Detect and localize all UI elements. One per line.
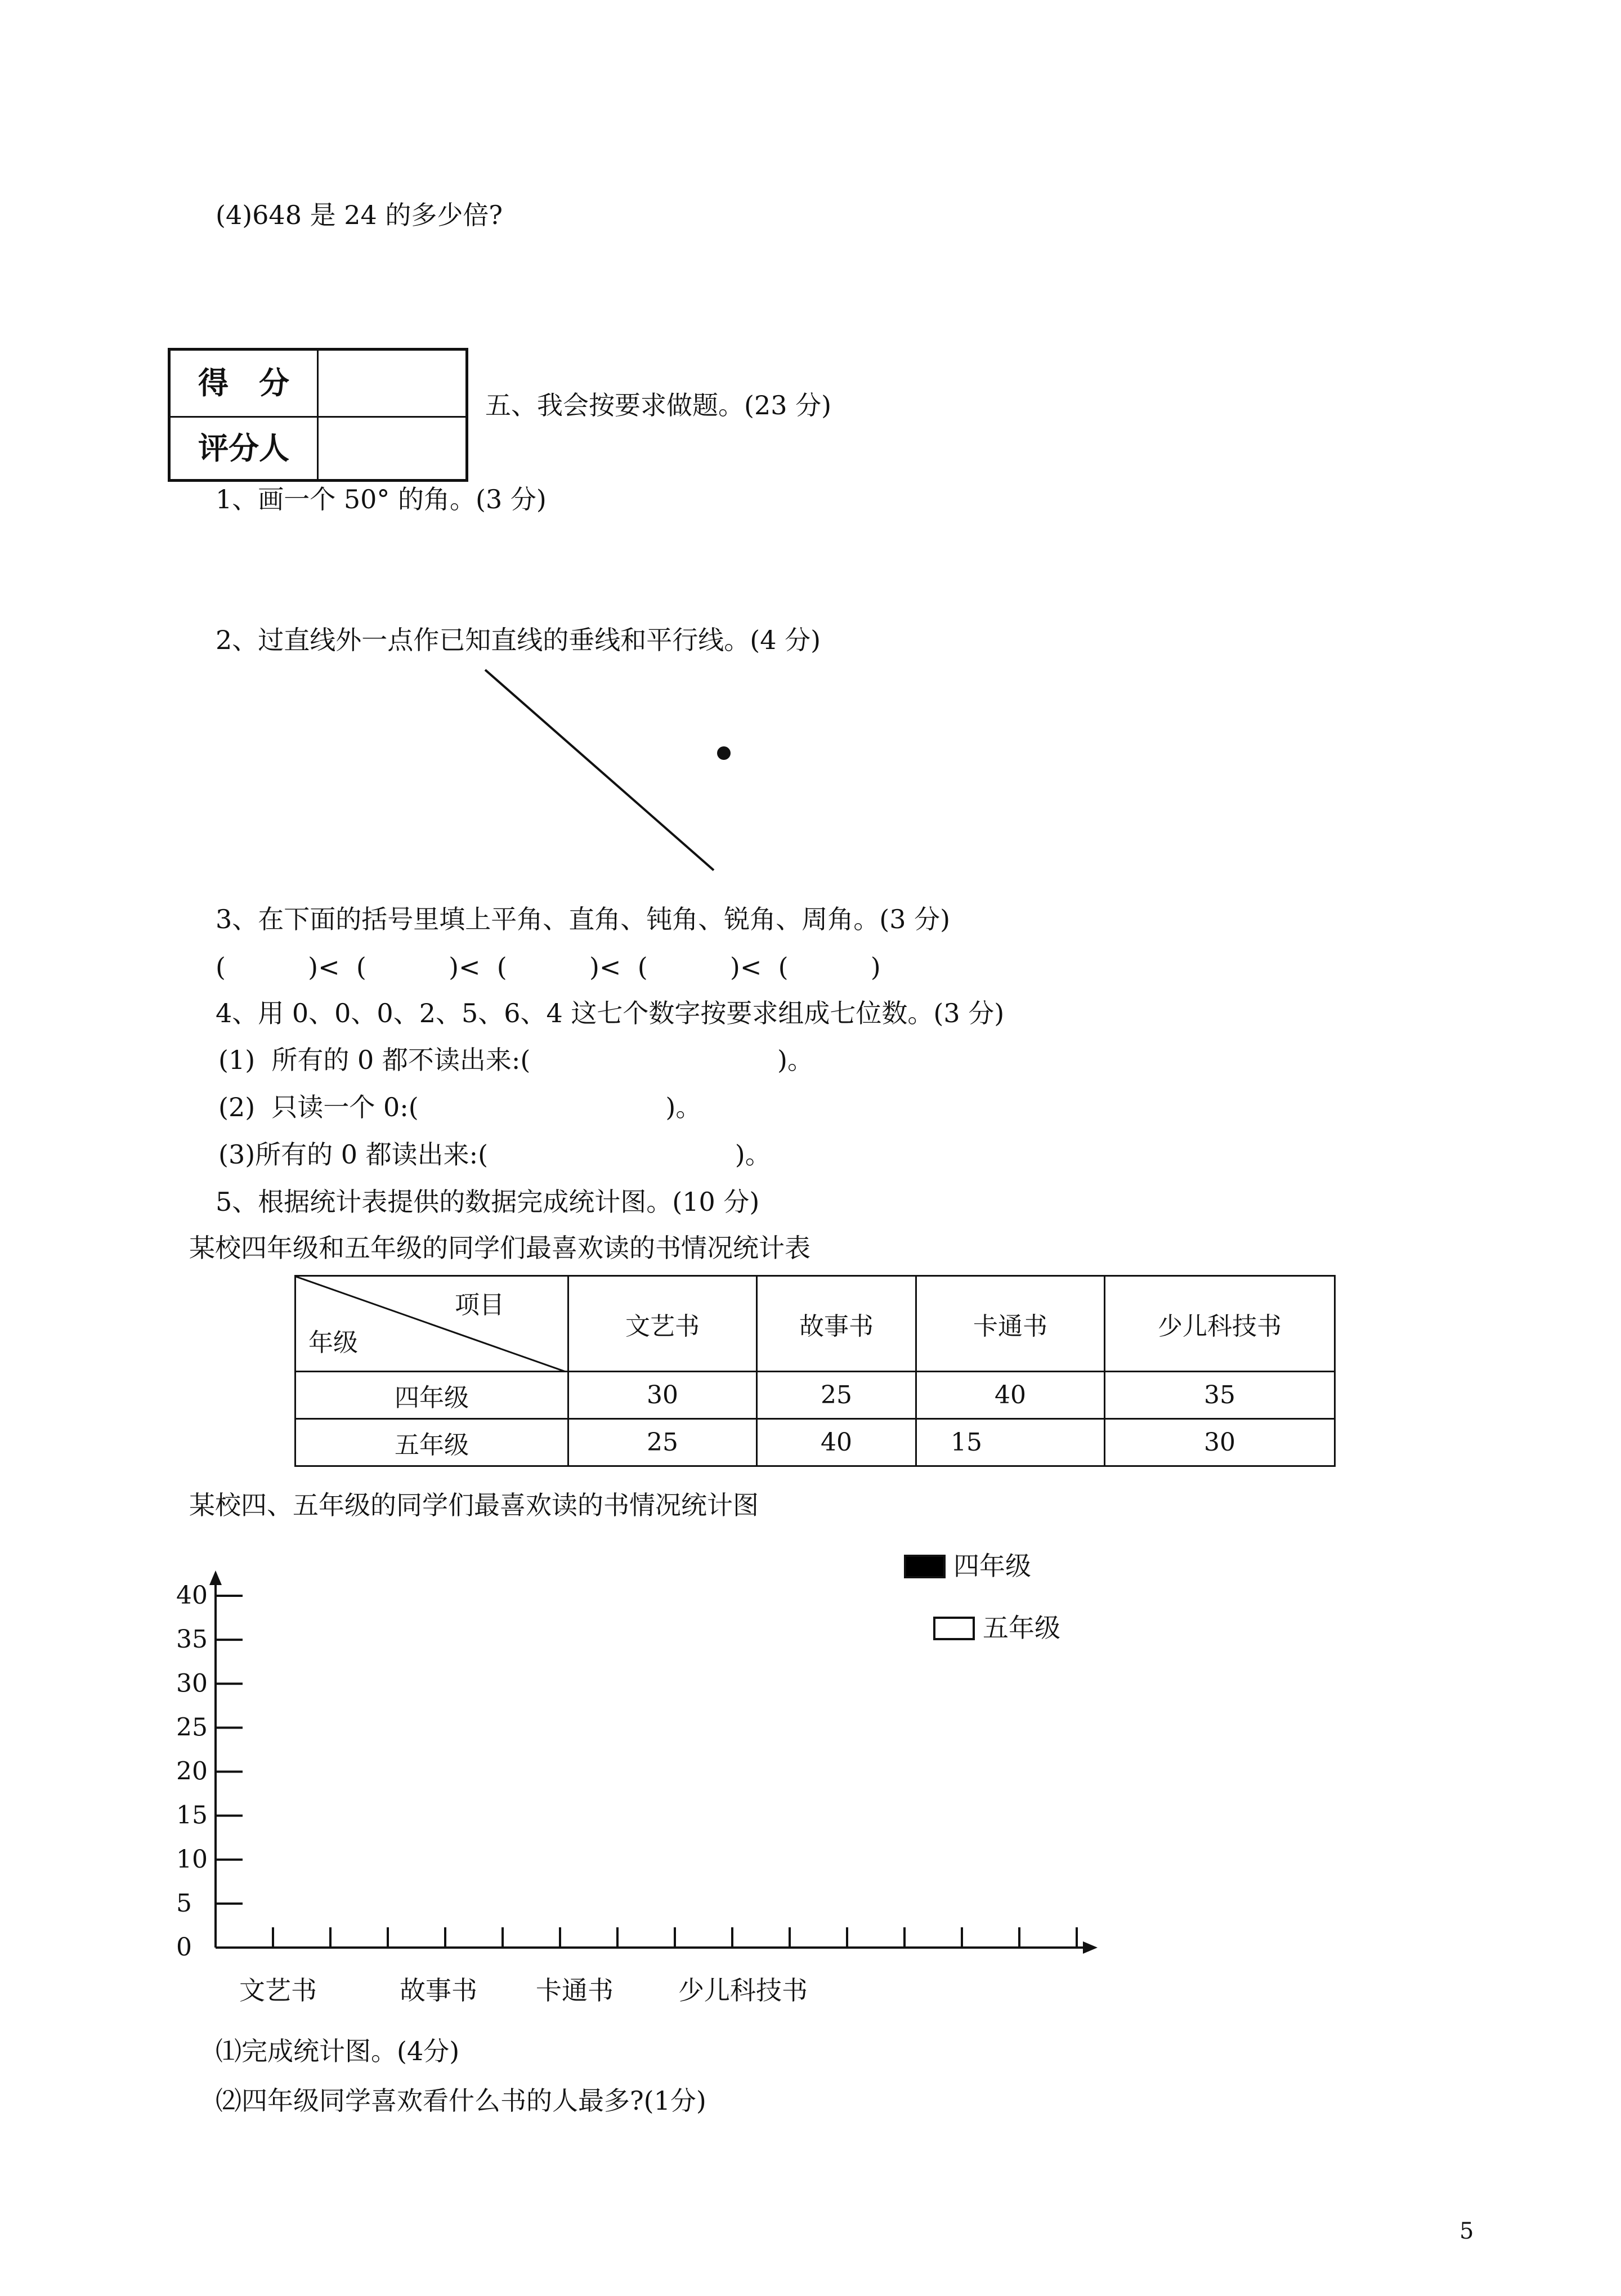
- table-cell: 15: [916, 1419, 1105, 1466]
- y-axis-arrow: [209, 1570, 222, 1585]
- followup-question-b: ⑵四年级同学喜欢看什么书的人最多?(1分): [216, 2085, 706, 2116]
- angle-blanks: ( )< ( )< ( )< ( )< ( ): [216, 952, 881, 982]
- row-label: 五年级: [295, 1419, 568, 1466]
- table-cell: 30: [568, 1372, 757, 1419]
- x-axis-arrow: [1083, 1941, 1098, 1954]
- y-tick-label: 10: [176, 1845, 208, 1874]
- column-header: 故事书: [757, 1276, 916, 1372]
- question-5-3: 3、在下面的括号里填上平角、直角、钝角、锐角、周角。(3 分): [216, 904, 951, 934]
- column-header: 卡通书: [916, 1276, 1105, 1372]
- table-cell: 40: [757, 1419, 916, 1466]
- question-5-4: 4、用 0、0、0、2、5、6、4 这七个数字按要求组成七位数。(3 分): [216, 998, 1005, 1028]
- chart-title: 某校四、五年级的同学们最喜欢读的书情况统计图: [189, 1490, 759, 1520]
- y-tick-label: 30: [176, 1669, 208, 1698]
- question-5-4-2: (2) 只读一个 0:( )。: [218, 1092, 702, 1122]
- legend-swatch: [934, 1618, 974, 1639]
- question-5-2: 2、过直线外一点作已知直线的垂线和平行线。(4 分): [216, 625, 821, 655]
- question-5-1: 1、画一个 50° 的角。(3 分): [216, 484, 547, 514]
- question-5-4-3: (3)所有的 0 都读出来:( )。: [218, 1139, 771, 1170]
- legend-label: 五年级: [983, 1613, 1060, 1643]
- score-label: 得 分: [198, 365, 289, 401]
- column-header: 少儿科技书: [1105, 1276, 1335, 1372]
- question-4-4: (4)648 是 24 的多少倍?: [216, 200, 503, 230]
- table-cell: 35: [1105, 1372, 1335, 1419]
- category-label: 故事书: [400, 1975, 477, 2006]
- corner-top-label: 项目: [455, 1291, 504, 1319]
- corner-bottom-label: 年级: [308, 1328, 358, 1357]
- y-tick-label: 35: [176, 1625, 208, 1654]
- page-number: 5: [1459, 2218, 1474, 2244]
- y-tick-label: 0: [176, 1933, 192, 1962]
- y-tick-label: 40: [176, 1581, 208, 1610]
- y-tick-label: 15: [176, 1801, 208, 1830]
- question-5-4-1: (1) 所有的 0 都不读出来:( )。: [218, 1045, 813, 1075]
- table-cell: 30: [1105, 1419, 1335, 1466]
- table-title: 某校四年级和五年级的同学们最喜欢读的书情况统计表: [189, 1233, 811, 1263]
- grader-label: 评分人: [198, 431, 289, 466]
- table-cell: 25: [757, 1372, 916, 1419]
- category-label: 少儿科技书: [678, 1975, 808, 2006]
- table-cell: 40: [916, 1372, 1105, 1419]
- y-tick-label: 5: [176, 1888, 192, 1918]
- row-label: 四年级: [295, 1372, 568, 1419]
- y-tick-label: 25: [176, 1713, 208, 1742]
- table-cell: 25: [568, 1419, 757, 1466]
- legend-label: 四年级: [953, 1551, 1031, 1581]
- question-5-5: 5、根据统计表提供的数据完成统计图。(10 分): [216, 1187, 760, 1217]
- category-label: 卡通书: [536, 1975, 614, 2006]
- followup-question-a: ⑴完成统计图。(4分): [216, 2036, 460, 2066]
- legend-swatch: [905, 1556, 944, 1577]
- column-header: 文艺书: [568, 1276, 757, 1372]
- category-label: 文艺书: [239, 1975, 317, 2006]
- section-5-heading: 五、我会按要求做题。(23 分): [485, 390, 832, 420]
- y-tick-label: 20: [176, 1757, 208, 1786]
